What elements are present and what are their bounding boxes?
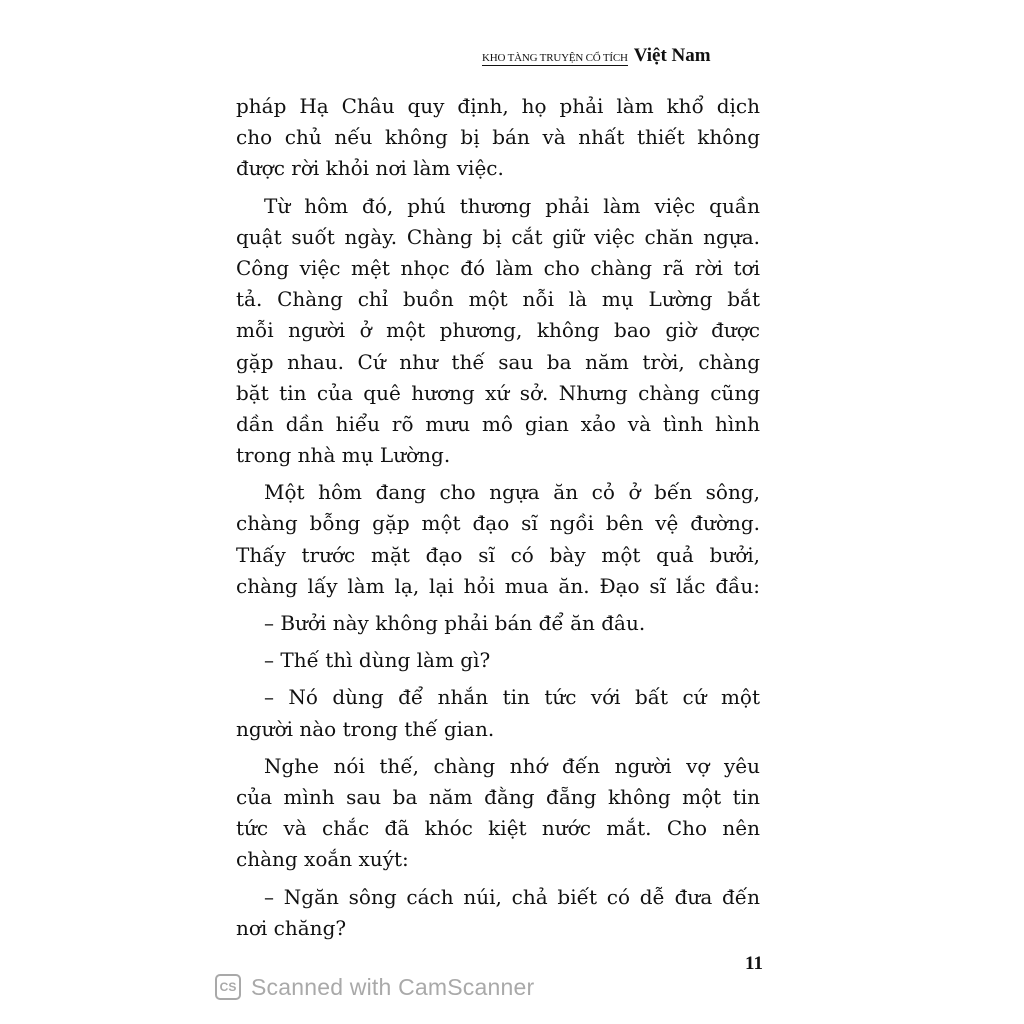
text-line: chàng bỗng gặp một đạo sĩ ngồi bên vệ đường.: [236, 511, 760, 536]
camscanner-watermark: [215, 971, 534, 1003]
text-line: – Bưởi này không phải bán để ăn đâu.: [264, 611, 646, 635]
dialogue-paragraph: [236, 608, 760, 639]
text-line: Một hôm đang cho ngựa ăn cỏ ở bến sông,: [264, 480, 760, 505]
watermark-text: Scanned with CamScanner: [251, 973, 535, 1000]
text-line: người nào trong thế gian.: [236, 716, 495, 741]
text-line: – Nó dùng để nhắn tin tức với bất cứ một: [264, 685, 760, 710]
text-line: chàng lấy làm lạ, lại hỏi mua ăn. Đạo sĩ lắc đầu:: [236, 573, 760, 598]
text-line: gặp nhau. Cứ như thế sau ba năm trời, chàng: [236, 349, 760, 374]
running-header: [482, 40, 772, 66]
paragraph: [236, 191, 760, 472]
header-country-title: Việt Nam: [633, 45, 711, 66]
paragraph: [236, 751, 760, 876]
text-line: cho chủ nếu không bị bán và nhất thiết không: [236, 125, 760, 150]
text-line: – Thế thì dùng làm gì?: [264, 648, 491, 673]
text-line: Nghe nói thế, chàng nhớ đến người vợ yêu: [264, 753, 760, 778]
text-line: tức và chắc đã khóc kiệt nước mắt. Cho nên: [236, 816, 760, 841]
text-line: quật suốt ngày. Chàng bị cắt giữ việc chăn ngựa.: [236, 224, 760, 249]
dialogue-paragraph: [236, 682, 760, 744]
text-line: của mình sau ba năm đằng đẵng không một tin: [236, 784, 760, 809]
dialogue-paragraph: [236, 645, 760, 676]
paragraph: [236, 477, 760, 602]
text-line: chàng xoắn xuýt:: [236, 847, 409, 872]
text-line: dần dần hiểu rõ mưu mô gian xảo và tình hình: [236, 411, 760, 436]
text-line: được rời khỏi nơi làm việc.: [236, 156, 504, 181]
header-series-title: KHO TÀNG TRUYỆN CỔ TÍCH: [482, 52, 628, 64]
text-line: trong nhà mụ Lường.: [236, 443, 451, 468]
text-line: tả. Chàng chỉ buồn một nỗi là mụ Lường bắt: [236, 287, 760, 312]
text-line: pháp Hạ Châu quy định, họ phải làm khổ dịch: [236, 94, 760, 118]
camscanner-logo-icon: CS: [215, 974, 241, 1000]
text-line: Công việc mệt nhọc đó làm cho chàng rã rời tơi: [236, 255, 760, 280]
page-number: 11: [745, 953, 763, 974]
text-line: mỗi người ở một phương, không bao giờ được: [236, 318, 760, 343]
dialogue-paragraph: [236, 882, 760, 944]
text-line: – Ngăn sông cách núi, chả biết có dễ đưa đến: [264, 884, 760, 909]
body-text: [236, 91, 760, 950]
text-line: nơi chăng?: [236, 915, 347, 940]
text-line: Từ hôm đó, phú thương phải làm việc quần: [264, 193, 760, 218]
text-line: Thấy trước mặt đạo sĩ có bày một quả bưởi,: [236, 542, 760, 567]
paragraph: [236, 91, 760, 185]
text-line: bặt tin của quê hương xứ sở. Nhưng chàng cũng: [236, 380, 760, 405]
